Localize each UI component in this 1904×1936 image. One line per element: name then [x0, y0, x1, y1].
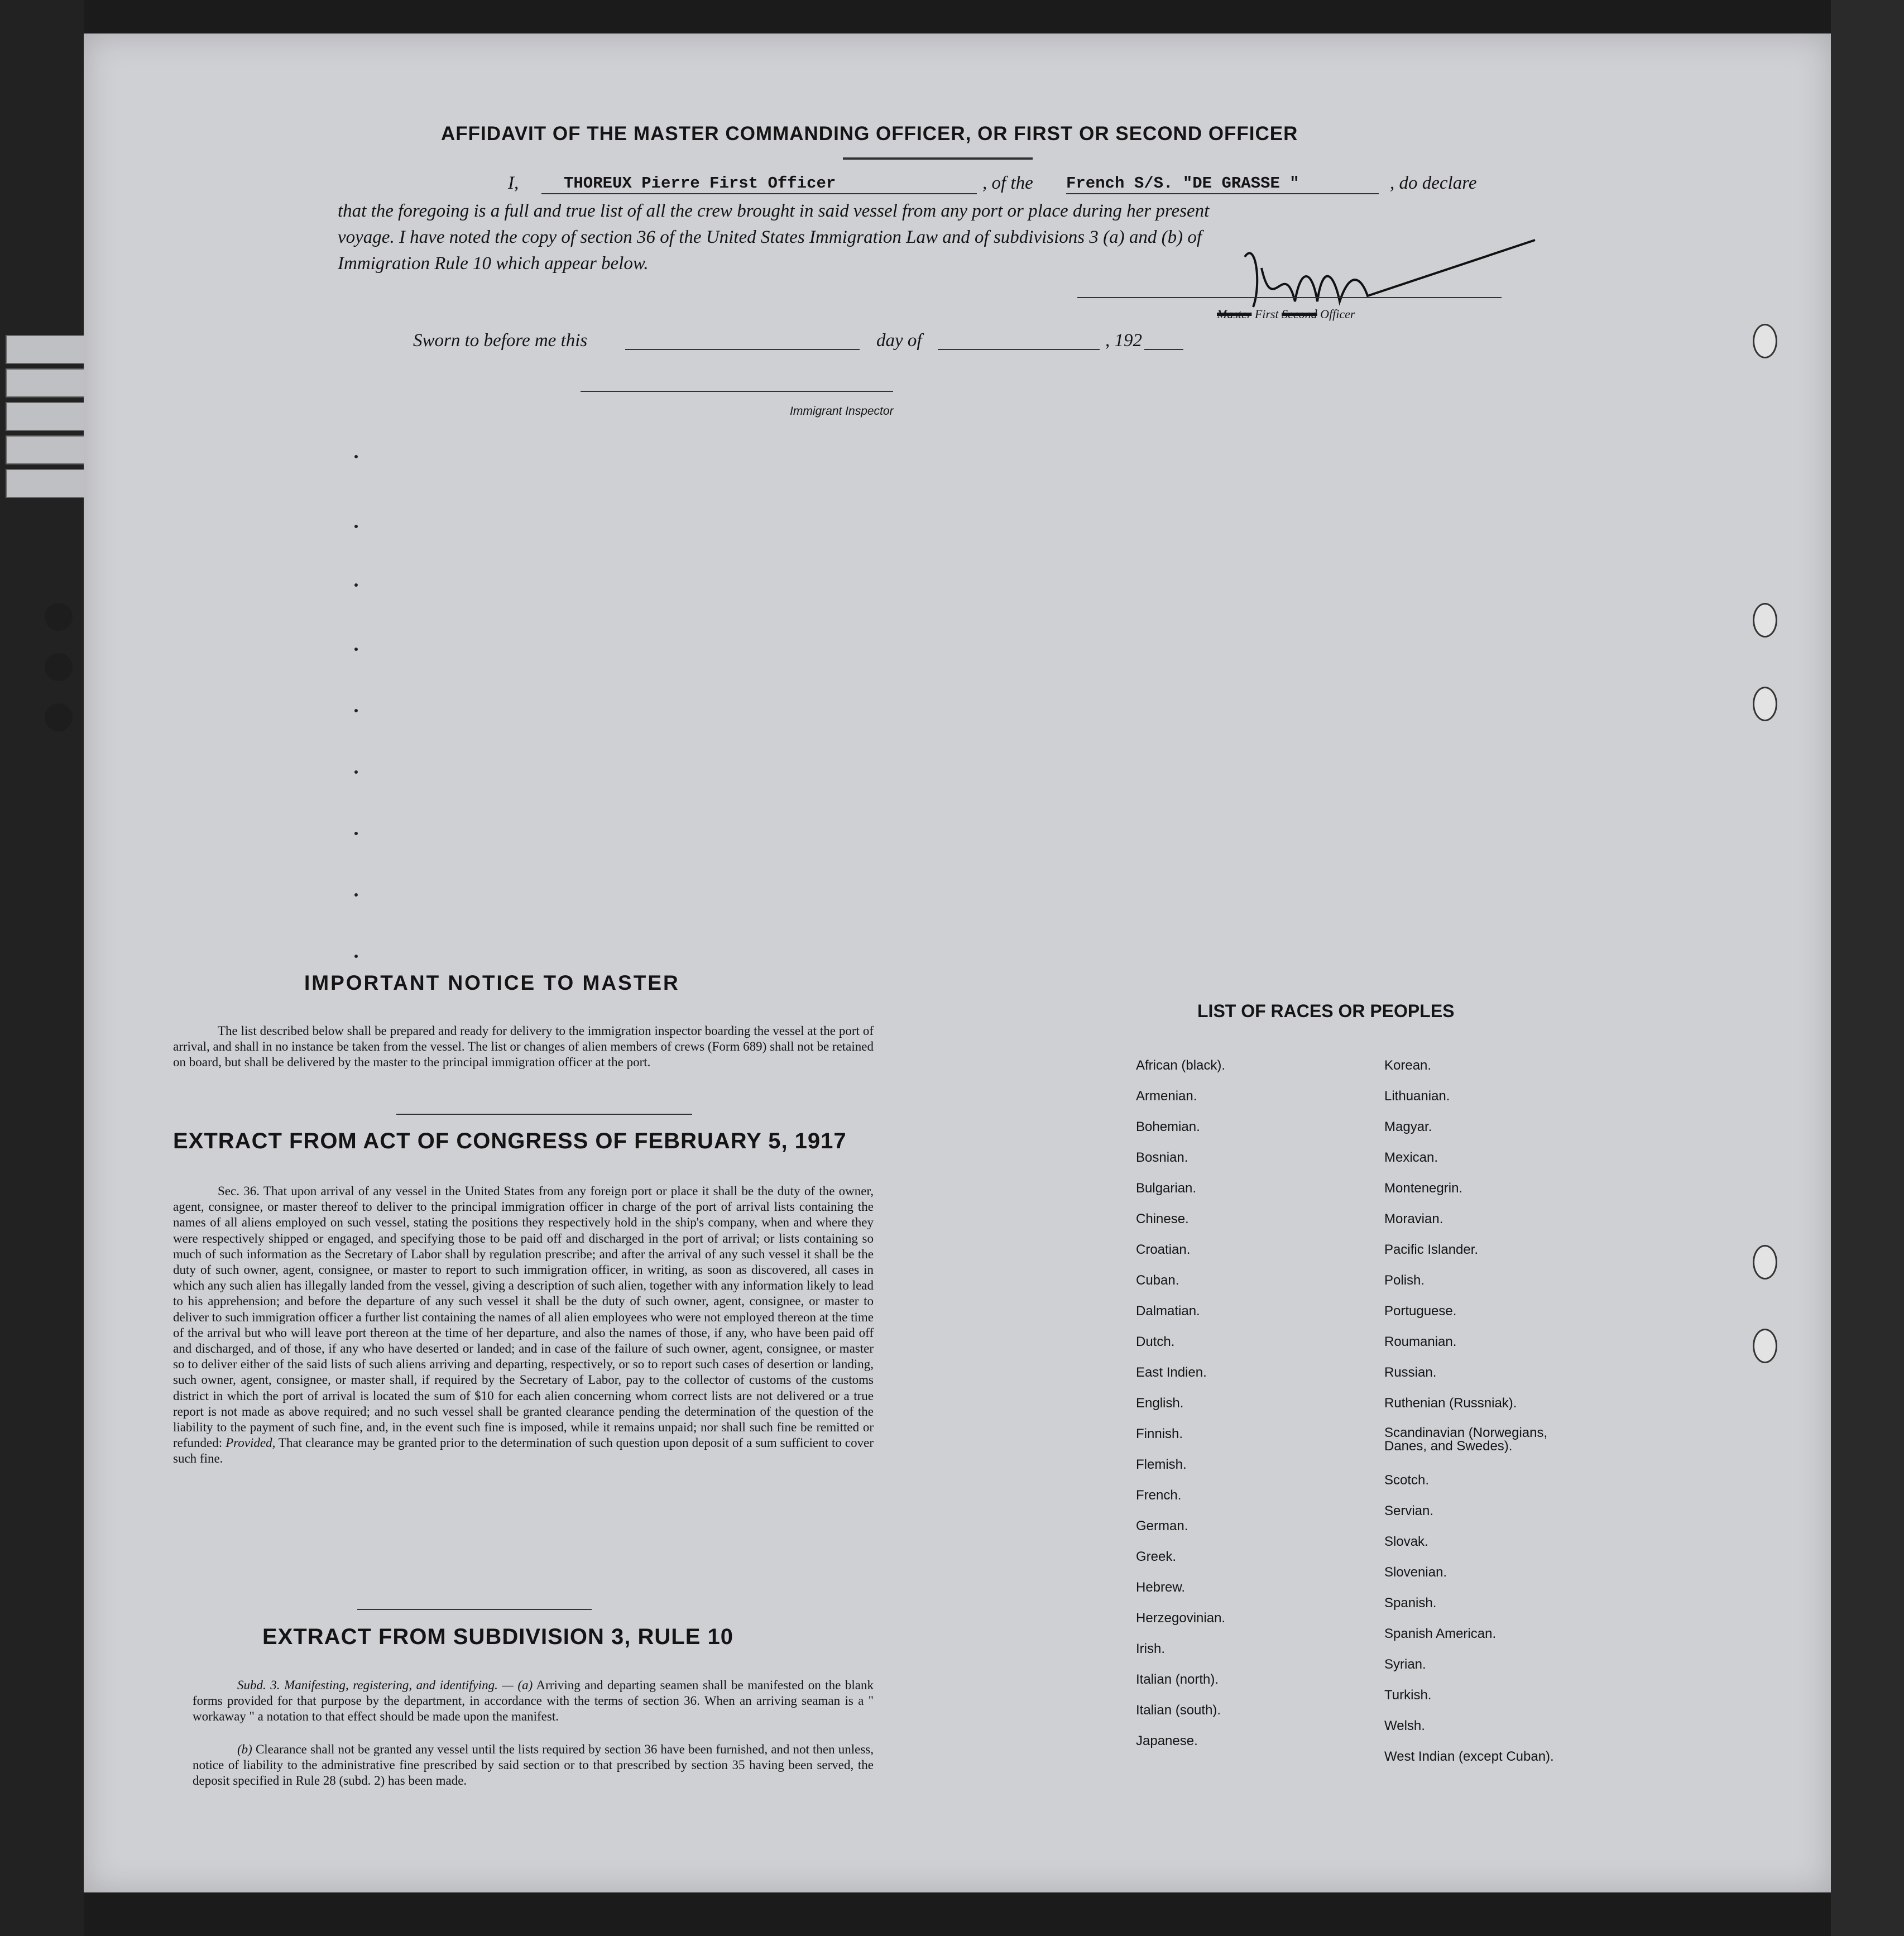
race-item: Russian. — [1384, 1365, 1437, 1380]
notice-title: IMPORTANT NOTICE TO MASTER — [304, 971, 680, 994]
struck-master: Master — [1217, 307, 1252, 321]
race-item: Spanish. — [1384, 1595, 1437, 1611]
edge-tab — [6, 402, 86, 431]
race-item: Korean. — [1384, 1058, 1432, 1073]
vessel-name: French S/S. "DE GRASSE " — [1066, 174, 1299, 193]
affidavit-title: AFFIDAVIT OF THE MASTER COMMANDING OFFICER, OR FIRST OR SECOND OFFICER — [441, 123, 1298, 145]
race-item: Dutch. — [1136, 1334, 1175, 1349]
race-item: Japanese. — [1136, 1733, 1198, 1748]
race-item: Ruthenian (Russniak). — [1384, 1396, 1517, 1411]
sworn-year: , 192 — [1105, 330, 1142, 351]
race-item: French. — [1136, 1488, 1182, 1503]
binding-edge — [0, 0, 84, 1936]
signature-role-line — [1217, 307, 1355, 322]
rule-para-a-lead: Subd. 3. Manifesting, registering, and identifying. — (a) — [237, 1678, 533, 1692]
affidavit-line-2: that the foregoing is a full and true list of all the crew brought in said vessel from any port or place during her present — [338, 201, 1210, 221]
struck-second: Second — [1282, 307, 1317, 321]
affidavit-prefix: I, — [508, 173, 519, 193]
race-item: Slovak. — [1384, 1534, 1428, 1549]
race-item: Welsh. — [1384, 1718, 1425, 1733]
races-title: LIST OF RACES OR PEOPLES — [1197, 1001, 1455, 1021]
race-item: Croatian. — [1136, 1242, 1191, 1257]
signature-role: First — [1254, 307, 1279, 321]
affidavit-declare: , do declare — [1390, 173, 1477, 193]
race-item: Spanish American. — [1384, 1626, 1497, 1641]
rule-para-a-text: Arriving and departing seamen shall be manifested on the blank forms provided for that purpose by the department, in accordance with the terms of section 36. When an arriving seaman is a " workaway " a notation to that effect should be made upon the manifest. — [193, 1678, 874, 1724]
title-rule — [843, 157, 1033, 160]
affidavit-line-3: voyage. I have noted the copy of section 36 of the United States Immigration Law and of subdivisions 3 (a) and (b) of — [338, 227, 1202, 247]
race-item: Italian (north). — [1136, 1672, 1219, 1687]
race-item: Mexican. — [1384, 1150, 1438, 1165]
notice-body: The list described below shall be prepared and ready for delivery to the immigration inspector boarding the vessel at the port of arrival, and shall in no instance be taken from the vessel. The list or changes of alien members of crews (Form 689) shall not be retained on board, but shall be delivered by the master to the principal immigration officer at the port. — [173, 1024, 874, 1070]
punch-hole — [1753, 687, 1777, 721]
race-item: Syrian. — [1384, 1657, 1426, 1672]
race-item: Bosnian. — [1136, 1150, 1188, 1165]
proviso-label: Provided, — [226, 1436, 276, 1450]
race-item: Armenian. — [1136, 1089, 1197, 1104]
race-item: West Indian (except Cuban). — [1384, 1749, 1554, 1764]
race-item: Italian (south). — [1136, 1703, 1221, 1718]
right-edge — [1831, 0, 1904, 1936]
race-item: Flemish. — [1136, 1457, 1187, 1472]
sworn-prefix: Sworn to before me this — [413, 330, 588, 351]
race-item: Bulgarian. — [1136, 1181, 1197, 1196]
race-item: Slovenian. — [1384, 1565, 1447, 1580]
rule-para-a — [193, 1678, 874, 1725]
edge-tab — [6, 335, 86, 364]
edge-tab — [6, 368, 86, 397]
affidavit-line-4: Immigration Rule 10 which appear below. — [338, 253, 649, 274]
race-item: African (black). — [1136, 1058, 1226, 1073]
punch-hole — [45, 703, 73, 731]
affidavit-of-the: , of the — [982, 173, 1033, 193]
race-item: Servian. — [1384, 1503, 1434, 1518]
race-item: Chinese. — [1136, 1211, 1189, 1226]
race-item: East Indien. — [1136, 1365, 1207, 1380]
punch-hole — [1753, 324, 1777, 358]
punch-hole — [1753, 603, 1777, 638]
extract-act-text: Sec. 36. That upon arrival of any vessel in the United States from any foreign port or place it shall be the duty of the owner, agent, consignee, or master thereof to deliver to the principal immigration officer in charge of the port of arrival lists containing the names of all aliens employed on such vessel, stating the positions they respectively hold in the ship's company, when and where they were respectively shipped or engaged, and specifying those to be paid off and discharged in the port of arrival; or lists containing so much of such information as the Secretary of Labor shall by regulation prescribe; and after the arrival of any such vessel it shall be the duty of such owner, agent, consignee, or master to report to such immigration officer, in writing, as soon as discovered, all cases in which any such alien has illegally landed from the vessel, giving a description of such alien, together with any information likely to lead to his apprehension; and before the departure of any such vessel it shall be the duty of such owner, agent, consignee, or master to deliver to such immigration officer a further list containing the names of all alien employees who were not employed thereon at the time of the arrival but who will leave port thereon at the time of her departure, and also the names of those, if any, who have been paid off and discharged, and of those, if any who have deserted or landed; and in case of the failure of such owner, agent, consignee, or master so to deliver either of the said lists of such aliens arriving and departing, respectively, or so to report such cases of desertion or landing, such owner, agent, consignee, or master shall, if required by the Secretary of Labor, pay to the collector of customs of the customs district in which the port of arrival is located the sum of $10 for each alien concerning whom correct lists are not delivered or a true report is not made as above required; and no such vessel shall be granted clearance pending the determination of the question of the liability to the payment of such fine, and, in the event such fine is imposed, while it remains unpaid; nor shall such fine be remitted or refunded: — [173, 1184, 874, 1450]
proviso-text: That clearance may be granted prior to the determination of such question upon deposit of a sum sufficient to cover such fine. — [173, 1436, 874, 1466]
race-item: English. — [1136, 1396, 1184, 1411]
edge-tab — [6, 469, 86, 498]
race-item: Pacific Islander. — [1384, 1242, 1479, 1257]
race-item: Cuban. — [1136, 1273, 1179, 1288]
race-item: Montenegrin. — [1384, 1181, 1463, 1196]
signature-suffix: Officer — [1320, 307, 1355, 321]
extract-act-title: EXTRACT FROM ACT OF CONGRESS OF FEBRUARY 5, 1917 — [173, 1129, 847, 1153]
officer-name: THOREUX Pierre First Officer — [564, 174, 836, 193]
race-item: Scandinavian (Norwegians, Danes, and Swedes). — [1384, 1425, 1548, 1454]
race-item: Finnish. — [1136, 1426, 1183, 1441]
rule-para-b-lead: (b) — [237, 1742, 252, 1756]
race-item: Hebrew. — [1136, 1580, 1186, 1595]
race-item: Dalmatian. — [1136, 1304, 1200, 1319]
race-item: German. — [1136, 1518, 1188, 1534]
race-item: Portuguese. — [1384, 1304, 1457, 1319]
race-item: Bohemian. — [1136, 1119, 1200, 1134]
rule-para-b-text: Clearance shall not be granted any vessel until the lists required by section 36 have been furnished, and not then unless, notice of liability to the administrative fine prescribed by said section or to that prescribed by section 35 having been served, the deposit specified in Rule 28 (subd. 2) has been made. — [193, 1742, 874, 1788]
race-item: Irish. — [1136, 1641, 1166, 1656]
race-item: Lithuanian. — [1384, 1089, 1450, 1104]
race-item: Roumanian. — [1384, 1334, 1457, 1349]
punch-hole — [45, 653, 73, 681]
document-sheet — [84, 33, 1831, 1892]
race-item: Turkish. — [1384, 1688, 1432, 1703]
punch-hole — [45, 603, 73, 631]
race-item: Moravian. — [1384, 1211, 1443, 1226]
race-item: Greek. — [1136, 1549, 1177, 1564]
rule-para-b — [193, 1742, 874, 1789]
sworn-day-of: day of — [876, 330, 922, 351]
race-item: Herzegovinian. — [1136, 1611, 1226, 1626]
punch-hole — [1753, 1245, 1777, 1280]
extract-act-body — [173, 1183, 874, 1467]
extract-rule-title: EXTRACT FROM SUBDIVISION 3, RULE 10 — [262, 1624, 733, 1649]
race-item: Polish. — [1384, 1273, 1425, 1288]
punch-hole — [1753, 1329, 1777, 1363]
race-item: Scotch. — [1384, 1473, 1430, 1488]
edge-tab — [6, 435, 86, 464]
race-item: Magyar. — [1384, 1119, 1432, 1134]
immigrant-inspector-label: Immigrant Inspector — [790, 405, 894, 418]
